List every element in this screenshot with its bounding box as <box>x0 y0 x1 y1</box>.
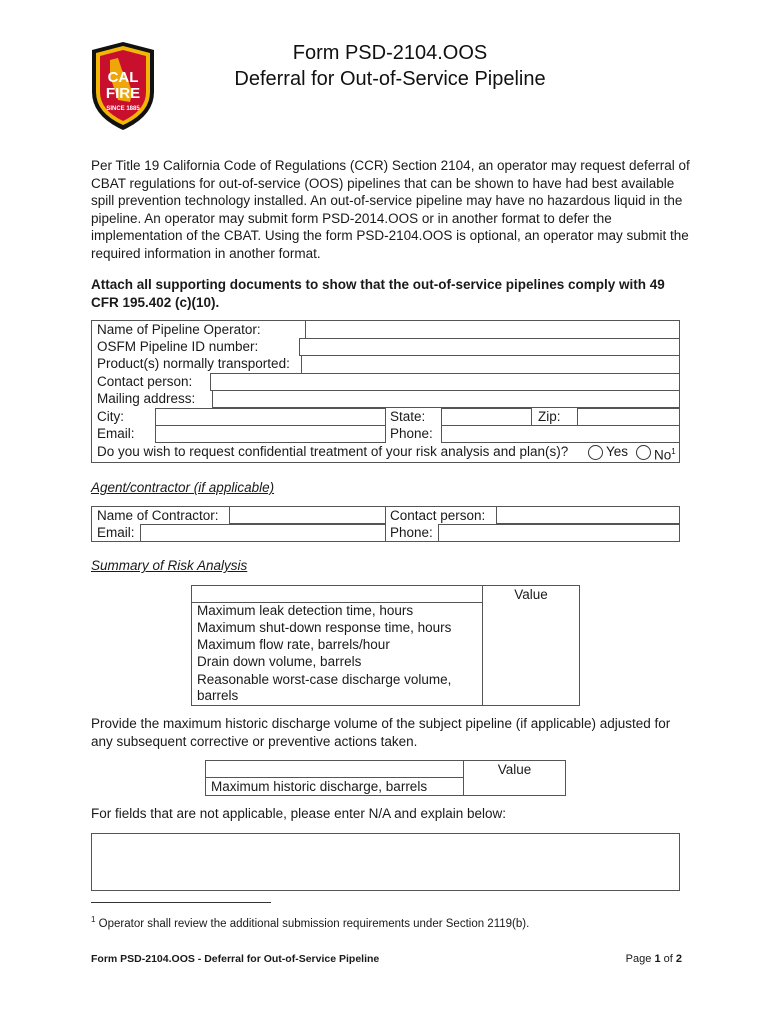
historic-discharge-paragraph: Provide the maximum historic discharge volume of the subject pipeline (if applicable) adjusted for any subsequent corrective or preventive actions taken. <box>91 716 671 749</box>
agent-email-field[interactable] <box>140 524 386 542</box>
contact-person-field[interactable] <box>210 373 680 391</box>
confidential-question: Do you wish to request confidential treatment of your risk analysis and plan(s)? <box>97 444 569 459</box>
logo-cal-text: CAL <box>107 69 139 86</box>
agent-contact-label: Contact person: <box>390 508 486 523</box>
risk-row-leak-detection: Maximum leak detection time, hours <box>197 603 414 618</box>
confidential-yes-label: Yes <box>606 444 629 459</box>
risk-row-worst-case: Reasonable worst-case discharge volume, <box>197 672 452 687</box>
page-of: of <box>663 953 673 965</box>
risk-row-max-flow: Maximum flow rate, barrels/hour <box>197 637 390 652</box>
na-instruction: For fields that are not applicable, please enter N/A and explain below: <box>91 806 507 821</box>
products-field[interactable] <box>301 355 680 374</box>
footnote-text: Operator shall review the additional submission requirements under Section 2119(b). <box>98 917 530 930</box>
zip-field[interactable] <box>577 408 680 426</box>
risk-value-field[interactable] <box>484 604 578 704</box>
products-label: Product(s) normally transported: <box>97 356 290 371</box>
osfm-id-label: OSFM Pipeline ID number: <box>97 339 259 354</box>
email-label: Email: <box>97 426 135 441</box>
historic-row-label: Maximum historic discharge, barrels <box>211 779 428 794</box>
confidential-no-radio[interactable] <box>636 445 651 460</box>
risk-section-heading: Summary of Risk Analysis <box>91 558 248 573</box>
pipeline-operator-label: Name of Pipeline Operator: <box>97 322 261 337</box>
phone-field[interactable] <box>441 425 680 443</box>
city-field[interactable] <box>155 408 386 426</box>
page-current: 1 <box>654 953 661 965</box>
agent-section-heading: Agent/contractor (if applicable) <box>91 480 275 495</box>
contractor-name-field[interactable] <box>229 506 386 524</box>
risk-value-header: Value <box>514 587 548 602</box>
agent-phone-label: Phone: <box>390 525 433 540</box>
form-title: Form PSD-2104.OOS <box>292 42 488 64</box>
logo-fire-text: FIRE <box>105 85 141 102</box>
footnote-marker: 1 <box>91 915 96 924</box>
footnote-divider <box>91 902 271 903</box>
mailing-address-field[interactable] <box>212 390 680 408</box>
risk-row-worst-case-unit: barrels <box>197 688 239 703</box>
contact-person-label: Contact person: <box>97 374 193 389</box>
no-footnote-marker: 1 <box>671 447 676 456</box>
agent-email-label: Email: <box>97 525 135 540</box>
form-subtitle: Deferral for Out-of-Service Pipeline <box>234 68 546 90</box>
confidential-yes-radio[interactable] <box>588 445 603 460</box>
intro-paragraph: Per Title 19 California Code of Regulations (CCR) Section 2104, an operator may request deferral of CBAT regulations for out-of-service (OOS) pipelines that can be shown to have had best available spill prevention technology installed. An out-of-service pipeline may have no hazardous liquid in the pipeline. An operator may submit form PSD-2014.OOS or in another format to defer the implementation of the CBAT. Using the form PSD-2104.OOS is optional, an operator may submit the required information in another format. <box>91 158 690 261</box>
pipeline-operator-field[interactable] <box>305 320 680 339</box>
contractor-name-label: Name of Contractor: <box>97 508 219 523</box>
agent-contact-field[interactable] <box>496 506 680 524</box>
supporting-documents-note: Attach all supporting documents to show that the out-of-service pipelines comply with 49 CFR 195.402 (c)(10). <box>91 277 665 310</box>
cal-fire-logo <box>88 40 158 132</box>
footnote <box>91 915 529 930</box>
risk-row-drain-down: Drain down volume, barrels <box>197 654 362 669</box>
historic-value-field[interactable] <box>465 779 564 794</box>
logo-since-text: SINCE 1885 <box>106 106 140 112</box>
page-total: 2 <box>675 953 682 965</box>
footer-form-name: Form PSD-2104.OOS - Deferral for Out-of-Service Pipeline <box>91 953 380 965</box>
mailing-address-label: Mailing address: <box>97 391 196 406</box>
page-prefix: Page <box>625 953 652 965</box>
zip-label: Zip: <box>538 409 561 424</box>
phone-label: Phone: <box>390 426 433 441</box>
email-field[interactable] <box>155 425 386 443</box>
agent-phone-field[interactable] <box>438 524 680 542</box>
osfm-id-field[interactable] <box>299 338 680 356</box>
historic-value-header: Value <box>497 762 532 777</box>
na-explanation-textarea[interactable] <box>91 833 680 891</box>
confidential-no-label: No <box>654 447 672 463</box>
state-label: State: <box>390 409 426 424</box>
city-label: City: <box>97 409 124 424</box>
page-number <box>590 953 682 965</box>
state-field[interactable] <box>441 408 532 426</box>
risk-row-shutdown-response: Maximum shut-down response time, hours <box>197 620 452 635</box>
